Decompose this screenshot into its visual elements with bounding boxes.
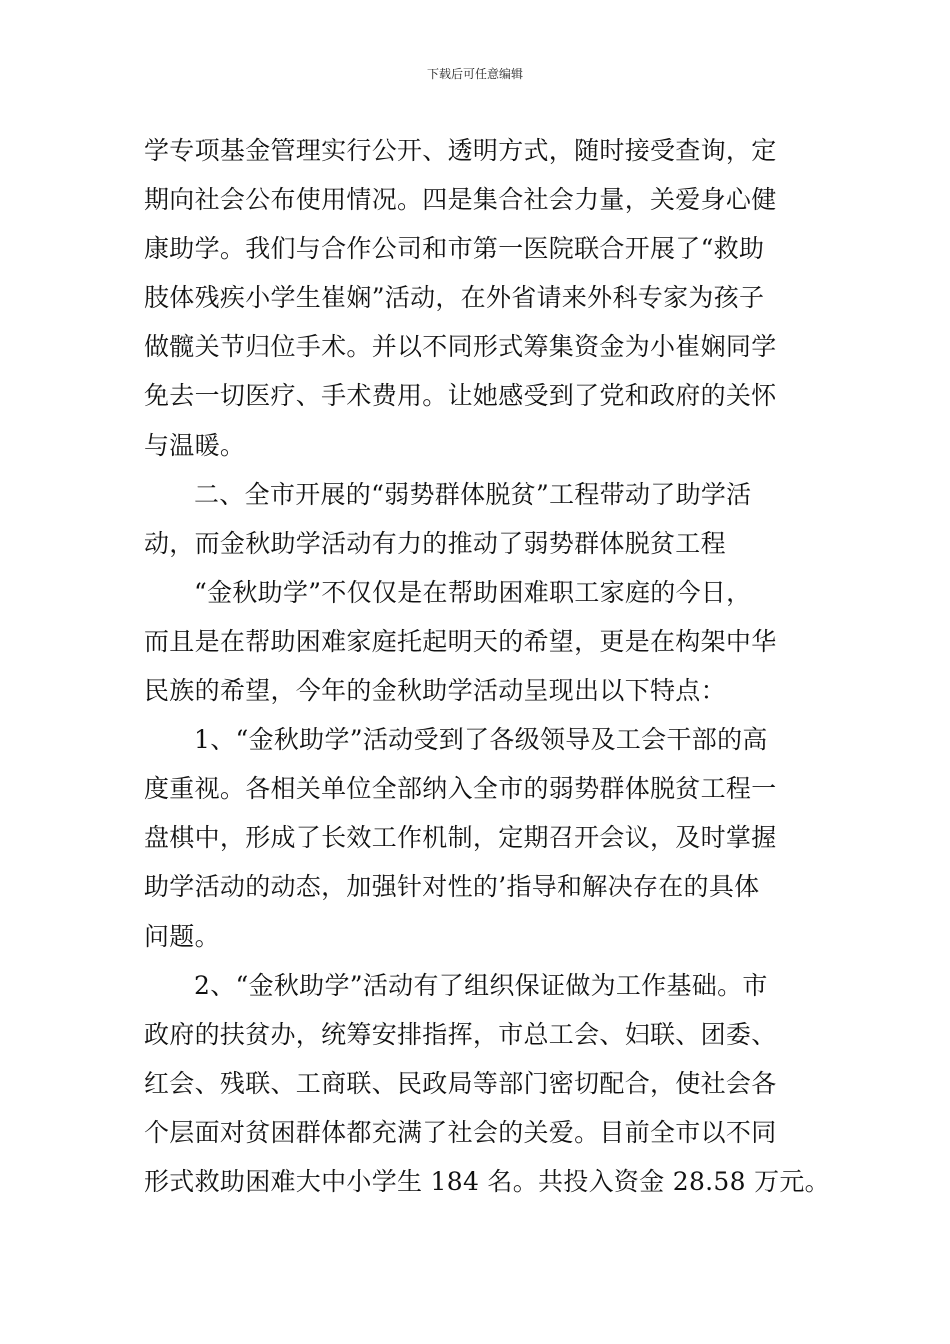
page-header: 下载后可任意编辑	[426, 67, 523, 81]
text-line: 问题。	[144, 921, 220, 951]
text-line: 红会、残联、工商联、民政局等部门密切配合，使社会各	[144, 1068, 777, 1098]
text-line: 助学活动的动态，加强针对性的’指导和解决存在的具体	[144, 872, 760, 902]
text-line: 康助学。我们与合作公司和市第一医院联合开展了“救助	[144, 234, 765, 264]
text-line: “金秋助学”不仅仅是在帮助困难职工家庭的今日，	[194, 577, 752, 607]
text-line: 民族的希望，今年的金秋助学活动呈现出以下特点：	[144, 676, 726, 706]
text-line: 做髋关节归位手术。并以不同形式筹集资金为小崔娴同学	[144, 332, 777, 362]
text-line: 与温暖。	[144, 430, 246, 460]
text-line: 学专项基金管理实行公开、透明方式，随时接受查询，定	[144, 136, 777, 165]
text-line: 政府的扶贫办，统筹安排指挥，市总工会、妇联、团委、	[144, 1019, 777, 1049]
text-line: 期向社会公布使用情况。四是集合社会力量，关爱身心健	[144, 185, 777, 215]
list-item-line: 1、“金秋助学”活动受到了各级领导及工会干部的高	[194, 725, 768, 755]
text-line: 度重视。各相关单位全部纳入全市的弱势群体脱贫工程一	[144, 774, 777, 804]
text-line: 而且是在帮助困难家庭托起明天的希望，更是在构架中华	[144, 626, 777, 656]
text-line: 盘棋中，形成了长效工作机制，定期召开会议，及时掌握	[144, 823, 777, 853]
text-line: 个层面对贫困群体都充满了社会的关爱。目前全市以不同	[144, 1117, 777, 1147]
section-heading-line: 动，而金秋助学活动有力的推动了弱势群体脱贫工程	[144, 528, 726, 558]
text-line: 肢体残疾小学生崔娴”活动，在外省请来外科专家为孩子	[144, 283, 765, 313]
text-line: 免去一切医疗、手术费用。让她感受到了党和政府的关怀	[144, 381, 777, 411]
document-body	[144, 126, 830, 1206]
text-line: 形式救助困难大中小学生 184 名。共投入资金 28.58 万元。	[144, 1166, 830, 1196]
section-heading-line: 二、全市开展的“弱势群体脱贫”工程带动了助学活	[194, 479, 752, 509]
list-item-line: 2、“金秋助学”活动有了组织保证做为工作基础。市	[194, 970, 768, 1000]
